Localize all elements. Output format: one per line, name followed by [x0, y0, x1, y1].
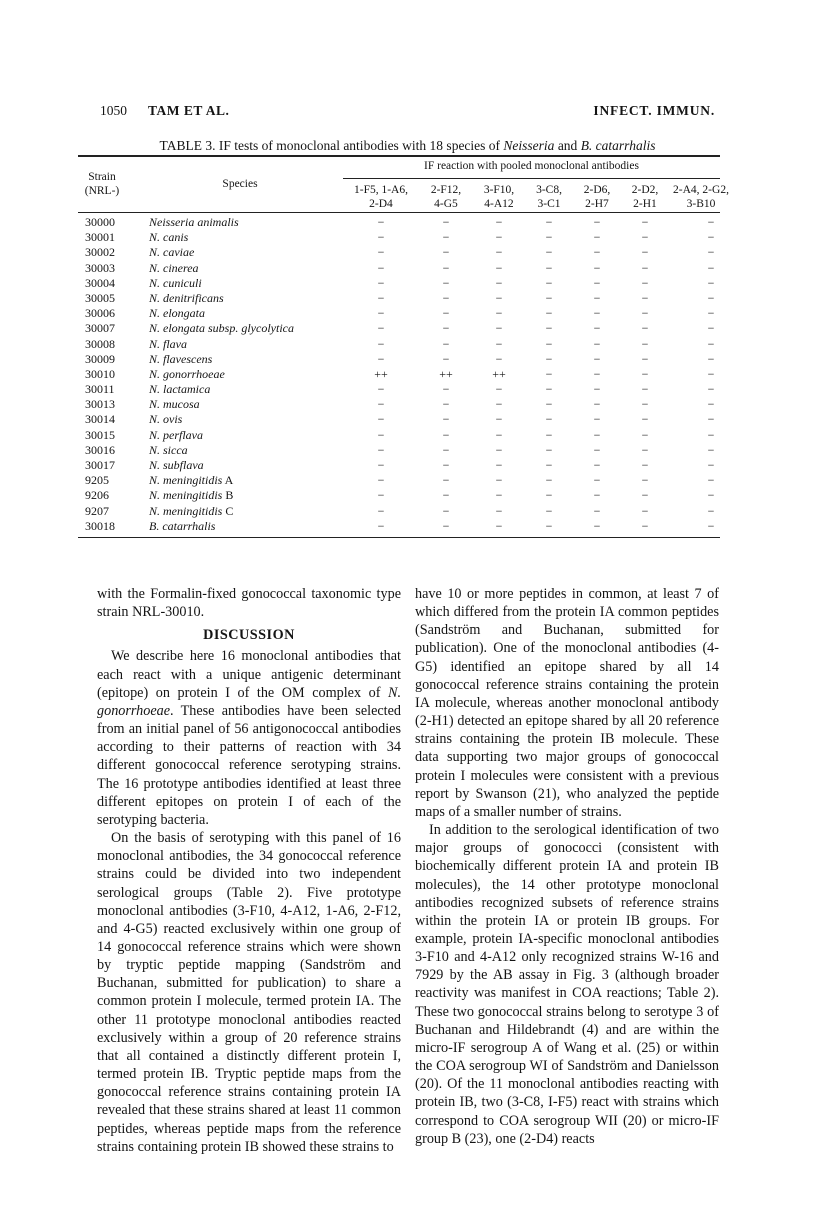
- reaction-cell: −: [442, 473, 450, 488]
- table-header-ab-4: 3-C8, 3-C1: [536, 184, 562, 210]
- strain-cell: 30017: [85, 458, 115, 472]
- reaction-cell: −: [545, 290, 553, 305]
- reaction-cell: −: [641, 442, 649, 457]
- reaction-cell: −: [495, 290, 503, 305]
- table-row: [0, 276, 816, 291]
- table-header-ab-1: 1-F5, 1-A6, 2-D4: [354, 184, 408, 210]
- reaction-cell: −: [495, 442, 503, 457]
- right-column: [415, 585, 719, 1148]
- species-cell: N. lactamica: [149, 382, 211, 397]
- reaction-cell: −: [495, 351, 503, 366]
- reaction-cell: −: [377, 473, 385, 488]
- table-group-rule: [343, 178, 720, 179]
- reaction-cell: −: [707, 518, 715, 533]
- reaction-cell: −: [707, 336, 715, 351]
- reaction-cell: −: [707, 442, 715, 457]
- species-cell: N. cuniculi: [149, 275, 202, 290]
- table-row: [0, 291, 816, 306]
- running-header: [100, 103, 715, 123]
- page-number: 1050: [100, 103, 127, 118]
- reaction-cell: −: [641, 215, 649, 229]
- strain-cell: 30001: [85, 230, 115, 245]
- reaction-cell: −: [707, 351, 715, 366]
- reaction-cell: −: [545, 215, 553, 229]
- reaction-cell: −: [377, 215, 385, 229]
- reaction-cell: −: [377, 412, 385, 427]
- reaction-cell: −: [545, 382, 553, 397]
- reaction-cell: −: [707, 382, 715, 397]
- reaction-cell: −: [545, 321, 553, 336]
- strain-cell: 30011: [85, 382, 115, 397]
- reaction-cell: −: [442, 518, 450, 533]
- reaction-cell: −: [545, 245, 553, 260]
- reaction-cell: −: [495, 306, 503, 321]
- strain-cell: 30016: [85, 442, 115, 457]
- strain-cell: 9207: [85, 503, 109, 518]
- strain-cell: 30010: [85, 366, 115, 381]
- reaction-cell: −: [442, 230, 450, 245]
- species-cell: N. denitrificans: [149, 290, 224, 305]
- reaction-cell: −: [545, 306, 553, 321]
- reaction-cell: −: [377, 260, 385, 275]
- species-cell: Neisseria animalis: [149, 215, 239, 229]
- reaction-cell: −: [641, 245, 649, 260]
- reaction-cell: −: [442, 503, 450, 518]
- table-row: [0, 230, 816, 245]
- species-cell: N. meningitidis C: [149, 503, 234, 518]
- table-row: [0, 245, 816, 260]
- species-cell: N. elongata: [149, 306, 205, 321]
- reaction-cell: −: [593, 458, 601, 472]
- reaction-cell: −: [495, 336, 503, 351]
- reaction-cell: −: [495, 473, 503, 488]
- reaction-cell: −: [545, 260, 553, 275]
- reaction-cell: −: [495, 245, 503, 260]
- reaction-cell: −: [641, 290, 649, 305]
- species-cell: N. flavescens: [149, 351, 213, 366]
- reaction-cell: −: [545, 351, 553, 366]
- reaction-cell: −: [377, 442, 385, 457]
- table-row: [0, 261, 816, 276]
- discussion-paragraph-1: We describe here 16 monoclonal antibodies that each react with a unique antigenic determinant (epitope) on protein I of the OM complex of N. gonorrhoeae. These antibodies have been selected from an initial panel of 56 antigonococcal antibodies according to their patterns of reaction with 34 different gonococcal reference serotyping strains. The 16 prototype antibodies identified at least three different epitopes on protein I of each of the serotyping bacteria.: [97, 648, 401, 828]
- reaction-cell: −: [377, 503, 385, 518]
- strain-cell: 30014: [85, 412, 115, 427]
- reaction-cell: −: [377, 458, 385, 472]
- reaction-cell: −: [593, 442, 601, 457]
- reaction-cell: −: [545, 518, 553, 533]
- reaction-cell: −: [545, 503, 553, 518]
- reaction-cell: −: [442, 215, 450, 229]
- reaction-cell: −: [545, 458, 553, 472]
- species-cell: B. catarrhalis: [149, 518, 216, 533]
- reaction-cell: −: [545, 366, 553, 381]
- strain-cell: 30015: [85, 427, 115, 442]
- reaction-cell: −: [495, 275, 503, 290]
- reaction-cell: −: [707, 488, 715, 503]
- reaction-cell: −: [707, 397, 715, 412]
- reaction-cell: −: [707, 230, 715, 245]
- reaction-cell: −: [593, 245, 601, 260]
- reaction-cell: −: [377, 230, 385, 245]
- reaction-cell: −: [641, 230, 649, 245]
- reaction-cell: −: [545, 397, 553, 412]
- table-group-header: IF reaction with pooled monoclonal antibodies: [424, 160, 639, 172]
- reaction-cell: −: [377, 290, 385, 305]
- reaction-cell: −: [707, 321, 715, 336]
- reaction-cell: −: [593, 473, 601, 488]
- reaction-cell: −: [707, 427, 715, 442]
- reaction-cell: −: [593, 488, 601, 503]
- strain-cell: 30003: [85, 260, 115, 275]
- reaction-cell: −: [377, 275, 385, 290]
- reaction-cell: −: [545, 427, 553, 442]
- reaction-cell: −: [495, 230, 503, 245]
- reaction-cell: −: [377, 321, 385, 336]
- reaction-cell: −: [707, 290, 715, 305]
- strain-cell: 30002: [85, 245, 115, 260]
- reaction-cell: −: [377, 397, 385, 412]
- reaction-cell: −: [593, 215, 601, 229]
- species-cell: N. gonorrhoeae: [149, 366, 225, 381]
- reaction-cell: −: [545, 412, 553, 427]
- reaction-cell: −: [593, 427, 601, 442]
- reaction-cell: −: [641, 382, 649, 397]
- species-cell: N. flava: [149, 336, 187, 351]
- section-heading: DISCUSSION: [203, 627, 295, 644]
- table-body: [0, 215, 816, 534]
- table-header-strain: Strain (NRL-): [84, 171, 120, 197]
- reaction-cell: −: [593, 503, 601, 518]
- reaction-cell: −: [707, 260, 715, 275]
- reaction-cell: −: [707, 503, 715, 518]
- reaction-cell: −: [495, 458, 503, 472]
- reaction-cell: −: [707, 275, 715, 290]
- species-cell: N. cinerea: [149, 260, 199, 275]
- table-row: [0, 519, 816, 534]
- strain-cell: 9206: [85, 488, 109, 503]
- reaction-cell: −: [641, 397, 649, 412]
- reaction-cell: −: [495, 488, 503, 503]
- table-caption: TABLE 3. IF tests of monoclonal antibodies with 18 species of Neisseria and B. catarrhalis: [159, 138, 656, 153]
- table-row: [0, 488, 816, 503]
- reaction-cell: −: [442, 306, 450, 321]
- strain-cell: 30013: [85, 397, 115, 412]
- reaction-cell: −: [641, 503, 649, 518]
- table-row: [0, 306, 816, 321]
- reaction-cell: −: [495, 260, 503, 275]
- reaction-cell: −: [495, 412, 503, 427]
- table-header-species: Species: [222, 178, 258, 190]
- reaction-cell: −: [442, 397, 450, 412]
- species-cell: N. meningitidis A: [149, 473, 234, 488]
- species-cell: N. meningitidis B: [149, 488, 234, 503]
- left-column: [97, 585, 401, 1156]
- table-header-ab-7: 2-A4, 2-G2, 3-B10: [673, 184, 729, 210]
- reaction-cell: −: [377, 427, 385, 442]
- reaction-cell: −: [545, 473, 553, 488]
- reaction-cell: −: [495, 427, 503, 442]
- table-header-rule: [78, 212, 720, 213]
- reaction-cell: −: [377, 351, 385, 366]
- reaction-cell: −: [641, 488, 649, 503]
- reaction-cell: −: [593, 230, 601, 245]
- table-header-ab-3: 3-F10, 4-A12: [483, 184, 515, 210]
- reaction-cell: −: [377, 336, 385, 351]
- reaction-cell: −: [442, 351, 450, 366]
- table-row: [0, 321, 816, 336]
- reaction-cell: −: [545, 336, 553, 351]
- reaction-cell: −: [641, 351, 649, 366]
- reaction-cell: −: [442, 382, 450, 397]
- strain-cell: 30004: [85, 275, 115, 290]
- reaction-cell: −: [545, 442, 553, 457]
- reaction-cell: −: [442, 488, 450, 503]
- reaction-cell: −: [641, 306, 649, 321]
- reaction-cell: ++: [439, 366, 453, 381]
- species-cell: N. caviae: [149, 245, 195, 260]
- species-cell: N. perflava: [149, 427, 203, 442]
- reaction-cell: −: [593, 306, 601, 321]
- reaction-cell: −: [641, 336, 649, 351]
- reaction-cell: −: [593, 321, 601, 336]
- reaction-cell: −: [442, 260, 450, 275]
- table-header-ab-5: 2-D6, 2-H7: [583, 184, 611, 210]
- reaction-cell: ++: [492, 366, 506, 381]
- species-cell: N. elongata subsp. glycolytica: [149, 321, 294, 336]
- table-row: [0, 428, 816, 443]
- reaction-cell: −: [442, 458, 450, 472]
- strain-cell: 30000: [85, 215, 115, 229]
- reaction-cell: −: [377, 306, 385, 321]
- reaction-cell: −: [495, 321, 503, 336]
- reaction-cell: −: [593, 351, 601, 366]
- reaction-cell: −: [641, 473, 649, 488]
- reaction-cell: −: [641, 518, 649, 533]
- reaction-cell: −: [377, 382, 385, 397]
- reaction-cell: −: [545, 275, 553, 290]
- table-row: [0, 504, 816, 519]
- table-row: [0, 412, 816, 427]
- strain-cell: 30018: [85, 518, 115, 533]
- reaction-cell: −: [707, 473, 715, 488]
- reaction-cell: −: [377, 488, 385, 503]
- table-row: [0, 367, 816, 382]
- table-row: [0, 337, 816, 352]
- table-header-ab-6: 2-D2, 2-H1: [631, 184, 659, 210]
- reaction-cell: −: [442, 442, 450, 457]
- strain-cell: 30008: [85, 336, 115, 351]
- reaction-cell: −: [442, 321, 450, 336]
- reaction-cell: −: [495, 215, 503, 229]
- reaction-cell: −: [707, 306, 715, 321]
- strain-cell: 9205: [85, 473, 109, 488]
- reaction-cell: −: [495, 382, 503, 397]
- species-cell: N. subflava: [149, 458, 204, 472]
- species-cell: N. ovis: [149, 412, 183, 427]
- table-row: [0, 473, 816, 488]
- reaction-cell: −: [442, 290, 450, 305]
- reaction-cell: −: [442, 427, 450, 442]
- reaction-cell: ++: [374, 366, 388, 381]
- species-cell: N. canis: [149, 230, 189, 245]
- reaction-cell: −: [593, 518, 601, 533]
- table-row: [0, 215, 816, 230]
- journal-name: INFECT. IMMUN.: [593, 103, 715, 118]
- reaction-cell: −: [593, 275, 601, 290]
- reaction-cell: −: [593, 290, 601, 305]
- reaction-cell: −: [641, 412, 649, 427]
- strain-cell: 30006: [85, 306, 115, 321]
- reaction-cell: −: [442, 412, 450, 427]
- reaction-cell: −: [495, 503, 503, 518]
- reaction-cell: −: [641, 275, 649, 290]
- species-cell: N. mucosa: [149, 397, 200, 412]
- table-row: [0, 352, 816, 367]
- reaction-cell: −: [707, 366, 715, 381]
- species-cell: N. sicca: [149, 442, 188, 457]
- reaction-cell: −: [593, 397, 601, 412]
- reaction-cell: −: [641, 458, 649, 472]
- reaction-cell: −: [442, 275, 450, 290]
- reaction-cell: −: [442, 245, 450, 260]
- reaction-cell: −: [495, 397, 503, 412]
- table-row: [0, 458, 816, 473]
- reaction-cell: −: [593, 260, 601, 275]
- reaction-cell: −: [495, 518, 503, 533]
- reaction-cell: −: [377, 245, 385, 260]
- reaction-cell: −: [593, 412, 601, 427]
- reaction-cell: −: [641, 366, 649, 381]
- reaction-cell: −: [593, 382, 601, 397]
- reaction-cell: −: [707, 215, 715, 229]
- reaction-cell: −: [707, 245, 715, 260]
- strain-cell: 30009: [85, 351, 115, 366]
- table-row: [0, 397, 816, 412]
- reaction-cell: −: [641, 321, 649, 336]
- reaction-cell: −: [593, 336, 601, 351]
- strain-cell: 30007: [85, 321, 115, 336]
- discussion-paragraph-3: have 10 or more peptides in common, at least 7 of which differed from the protein IA common peptides (Sandström and Buchanan, submitted for publication). One of the monoclonal antibodies (4-G5) identified an epitope shared by all 14 gonococcal reference strains containing the protein IA molecule, whereas another monoclonal antibody (2-H1) detected an epitope shared by all 20 reference strains containing the protein IB molecule. These data supporting two major groups of gonococcal protein I molecules were consistent with a previous report by Swanson (21), who analyzed the peptide maps of a smaller number of strains.: [415, 586, 719, 820]
- reaction-cell: −: [545, 230, 553, 245]
- table-bottom-rule: [78, 537, 720, 538]
- reaction-cell: −: [641, 427, 649, 442]
- reaction-cell: −: [707, 458, 715, 472]
- table-header-ab-2: 2-F12, 4-G5: [430, 184, 462, 210]
- reaction-cell: −: [377, 518, 385, 533]
- table-row: [0, 443, 816, 458]
- discussion-paragraph-2: On the basis of serotyping with this panel of 16 monoclonal antibodies, the 34 gonococcal reference strains could be divided into two independent serological groups (Table 2). Five prototype monoclonal antibodies (3-F10, 4-A12, 1-A6, 2-F12, and 4-G5) reacted exclusively within one group of 14 gonococcal reference strains which were shown by tryptic peptide mapping (Sandström and Buchanan, submitted for publication) to share a common protein I molecule, termed protein IA. The other 11 prototype monoclonal antibodies reacted exclusively within a group of 20 reference strains that all contained a distinctly different protein I, termed protein IB. Tryptic peptide maps from the gonococcal reference strains containing protein IA revealed that these strains shared at least 11 common peptides, whereas peptide maps from the reference strains containing protein IB showed these strains to: [97, 830, 401, 1155]
- reaction-cell: −: [641, 260, 649, 275]
- reaction-cell: −: [545, 488, 553, 503]
- reaction-cell: −: [707, 412, 715, 427]
- discussion-paragraph-4: In addition to the serological identification of two major groups of gonococci (consistent with biochemically different protein IA and protein IB molecules), the 14 other prototype monoclonal antibodies recognized subsets of reference strains within the protein IA or protein IB groups. For example, protein IA-specific monoclonal antibodies 3-F10 and 4-A12 only recognized strains W-16 and 7929 by the AB assay in Fig. 3 (although broader reactivity was manifest in COA reactions; Table 2). These two gonococcal strains belong to serotype 3 of Buchanan and Hildebrandt (4) and are within the micro-IF serogroup A of Wang et al. (25) or within the COA serogroup WI of Sandström and Danielsson (20). Of the 11 monoclonal antibodies reacting with protein IB, two (3-C8, I-F5) react with strains which correspond to COA serogroup WII (20) or micro-IF group B (23), one (2-D4) reacts: [415, 822, 719, 1147]
- strain-cell: 30005: [85, 290, 115, 305]
- reaction-cell: −: [442, 336, 450, 351]
- reaction-cell: −: [593, 366, 601, 381]
- intro-paragraph: with the Formalin-fixed gonococcal taxonomic type strain NRL-30010.: [97, 586, 401, 621]
- table-top-rule: [78, 155, 720, 157]
- table-row: [0, 382, 816, 397]
- running-authors: TAM ET AL.: [148, 103, 230, 118]
